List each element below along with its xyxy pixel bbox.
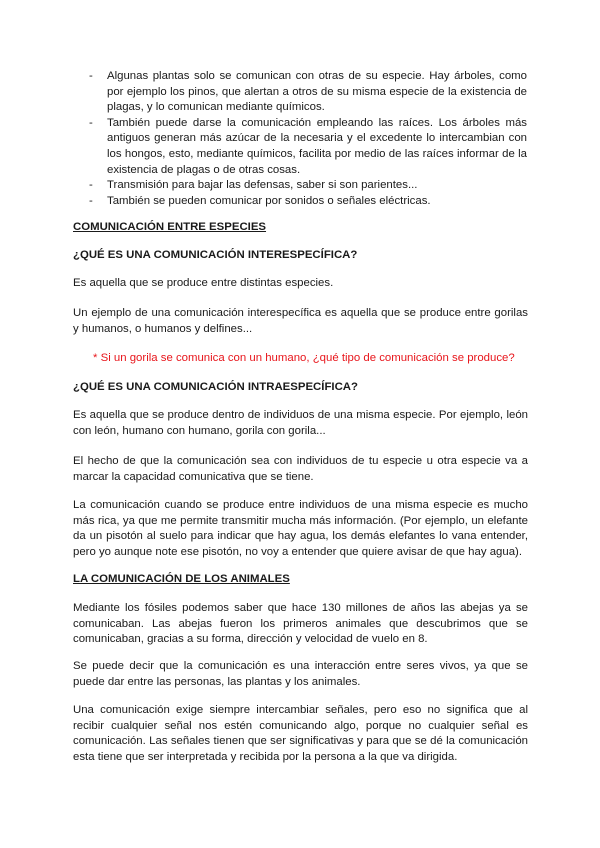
paragraph: Un ejemplo de una comunicación interespecífica es aquella que se produce entre gorilas y humanos, o humanos y delfines... — [73, 307, 528, 335]
bullet-dash: - — [89, 179, 93, 192]
paragraph: Es aquella que se produce dentro de individuos de una misma especie. Por ejemplo, león con león, humano con humano, gorila con gorila... — [73, 409, 528, 437]
list-item: - También se pueden comunicar por sonidos o señales eléctricas. — [89, 194, 527, 210]
section-title-especies: COMUNICACIÓN ENTRE ESPECIES — [73, 221, 267, 233]
bullet-dash: - — [89, 70, 93, 82]
paragraph: Una comunicación exige siempre intercambiar señales, pero eso no significa que al recibir cualquier señal nos estén comunicando algo, porque no cualquier señal es comunicación. Las señales tienen que ser significativas y para que se dé la comunicación esta tiene que ser interpretada y recibida por la persona a la que va dirigida. — [73, 704, 528, 763]
section-title-animales: LA COMUNICACIÓN DE LOS ANIMALES — [73, 573, 290, 585]
list-item: - Algunas plantas solo se comunican con otras de su especie. Hay árboles, como por ejemplo los pinos, que alertan a otros de su misma especie de la existencia de plagas, y lo comunican mediante químicos. — [89, 70, 527, 114]
bullet-list — [89, 69, 527, 209]
list-item: - También puede darse la comunicación empleando las raíces. Los árboles más antiguos generan más azúcar de la necesaria y el excedente lo intercambian con los hongos, esto, mediante químicos, facilita por medio de las raíces informar de la existencia de plagas o de otras cosas. — [89, 116, 527, 176]
red-note: * Si un gorila se comunica con un humano, ¿qué tipo de comunicación se produce? — [93, 352, 515, 364]
paragraph: La comunicación cuando se produce entre individuos de una misma especie es mucho más rica, ya que me permite transmitir mucha más información. (Por ejemplo, un elefante da un pisotón al suelo para indicar que hay agua, los demás elefantes lo vana entender, pero yo aunque note ese pisotón, no voy a entender que quiere avisar de que hay agua). — [73, 499, 528, 558]
heading-intraespecifica: ¿QUÉ ES UNA COMUNICACIÓN INTRAESPECÍFICA? — [73, 381, 358, 393]
bullet-dash: - — [89, 116, 93, 129]
heading-interespecifica: ¿QUÉ ES UNA COMUNICACIÓN INTERESPECÍFICA? — [73, 249, 358, 261]
paragraph: Mediante los fósiles podemos saber que hace 130 millones de años las abejas ya se comunicaban. Las abejas fueron los primeros animales que descubrimos que se comunicaban, gracias a su forma, dirección y velocidad de vuelo en 8. — [73, 602, 528, 646]
paragraph: Se puede decir que la comunicación es una interacción entre seres vivos, ya que se puede dar entre las personas, las plantas y los animales. — [73, 660, 528, 688]
bullet-dash: - — [89, 194, 93, 207]
list-item: - Transmisión para bajar las defensas, saber si son parientes... — [89, 178, 527, 194]
paragraph: El hecho de que la comunicación sea con individuos de tu especie u otra especie va a marcar la capacidad comunicativa que se tiene. — [73, 455, 528, 483]
paragraph: Es aquella que se produce entre distintas especies. — [73, 277, 334, 289]
